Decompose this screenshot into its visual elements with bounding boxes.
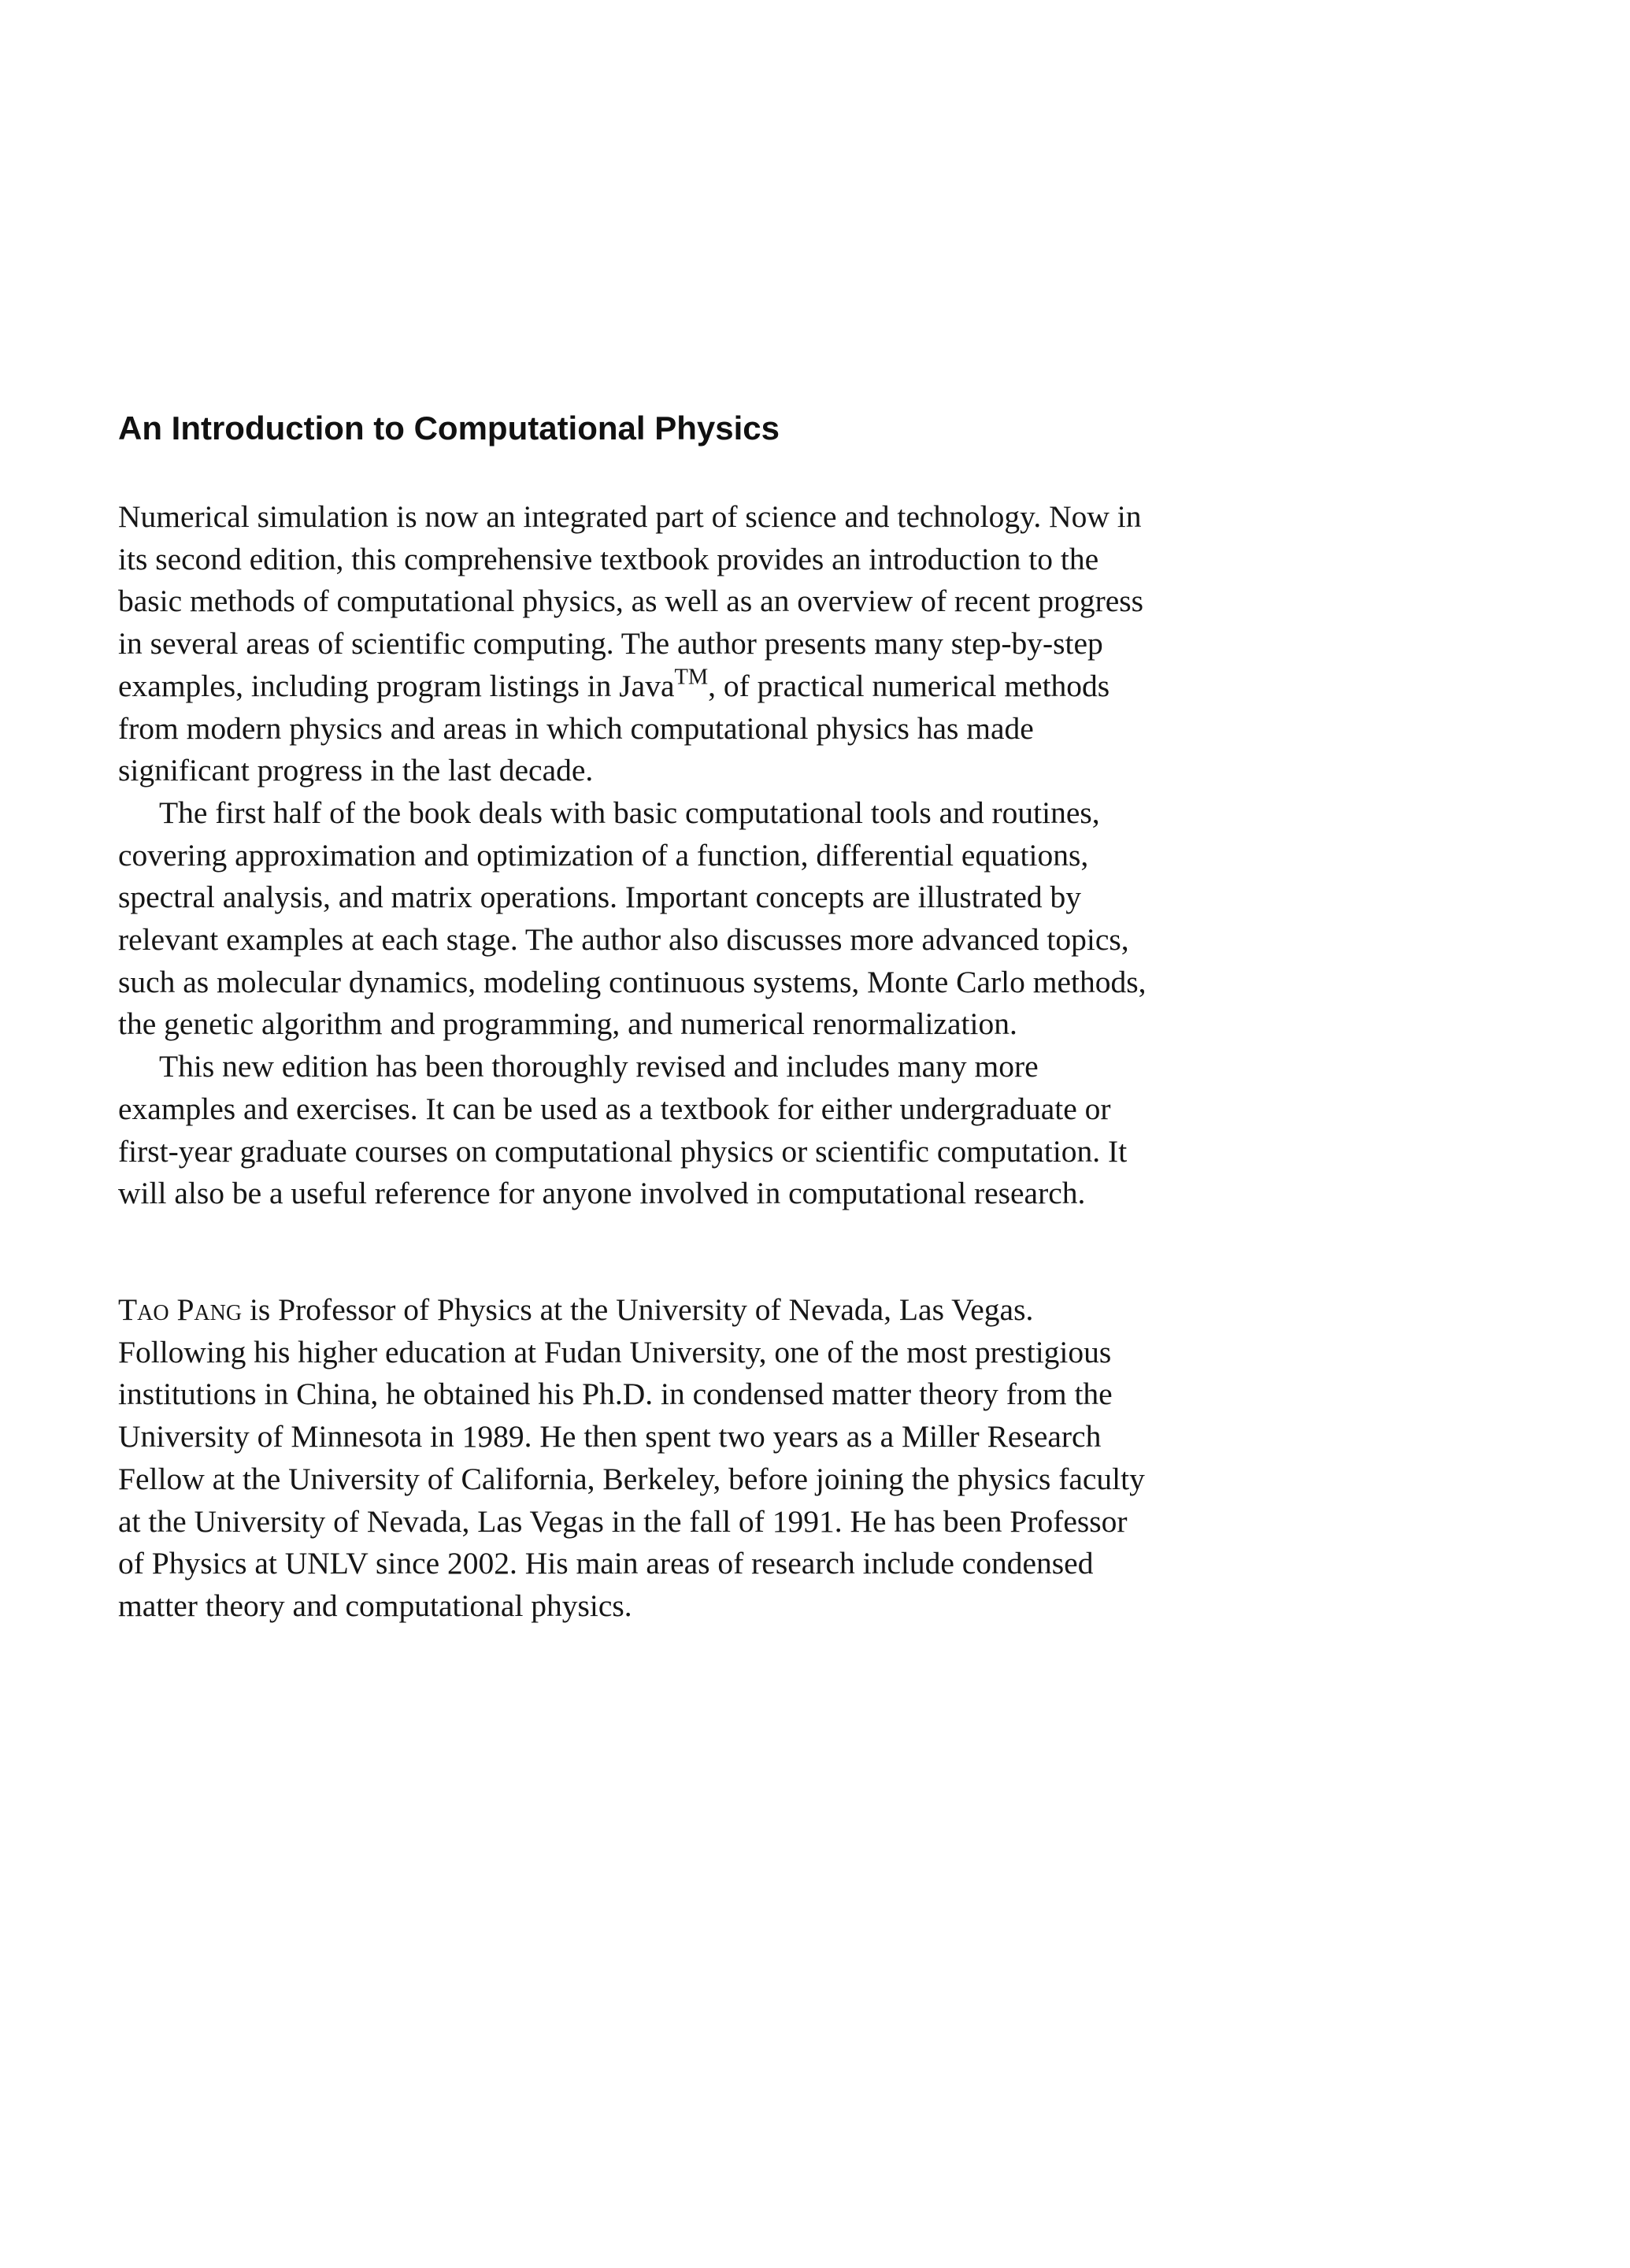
author-name: Tao Pang <box>118 1292 243 1327</box>
author-bio-text: is Professor of Physics at the University of Nevada, Las Vegas. Following his higher education at Fudan University, one of the most prestigious institutions in China, he obtained his Ph.D. in condensed matter theory from the University of Minnesota in 1989. He then spent two years as a Miller Research Fellow at the University of California, Berkeley, before joining the physics faculty at the University of Nevada, Las Vegas in the fall of 1991. He has been Professor of Physics at UNLV since 2002. His main areas of research include condensed matter theory and computational physics. <box>118 1292 1145 1623</box>
book-title: An Introduction to Computational Physics <box>118 410 780 447</box>
author-bio-paragraph <box>118 1289 1158 1628</box>
description-paragraph-2: The first half of the book deals with basic computational tools and routines, covering approximation and optimization of a function, differential equations, spectral analysis, and matrix operations. Important concepts are illustrated by relevant examples at each stage. The author also discusses more advanced topics, such as molecular dynamics, modeling continuous systems, Monte Carlo methods, the genetic algorithm and programming, and numerical renormalization. <box>118 795 1147 1042</box>
description-paragraph-1 <box>118 496 1158 792</box>
description-paragraph-3: This new edition has been thoroughly revised and includes many more examples and exercises. It can be used as a textbook for either undergraduate or first-year graduate courses on computational physics or scientific computation. It will also be a useful reference for anyone involved in computational research. <box>118 1049 1128 1211</box>
book-description <box>118 496 1158 1215</box>
paragraph-1-continuation: , of practical numerical methods from modern physics and areas in which computational physics has made significant progress in the last decade. <box>118 668 1110 788</box>
paragraph-1-text: Numerical simulation is now an integrated part of science and technology. Now in its second edition, this comprehensive textbook provides an introduction to the basic methods of computational physics, as well as an overview of recent progress in several areas of scientific computing. The author presents many step-by-step examples, including program listings in Java <box>118 499 1144 703</box>
author-biography <box>118 1289 1158 1628</box>
trademark-symbol: TM <box>674 665 709 690</box>
